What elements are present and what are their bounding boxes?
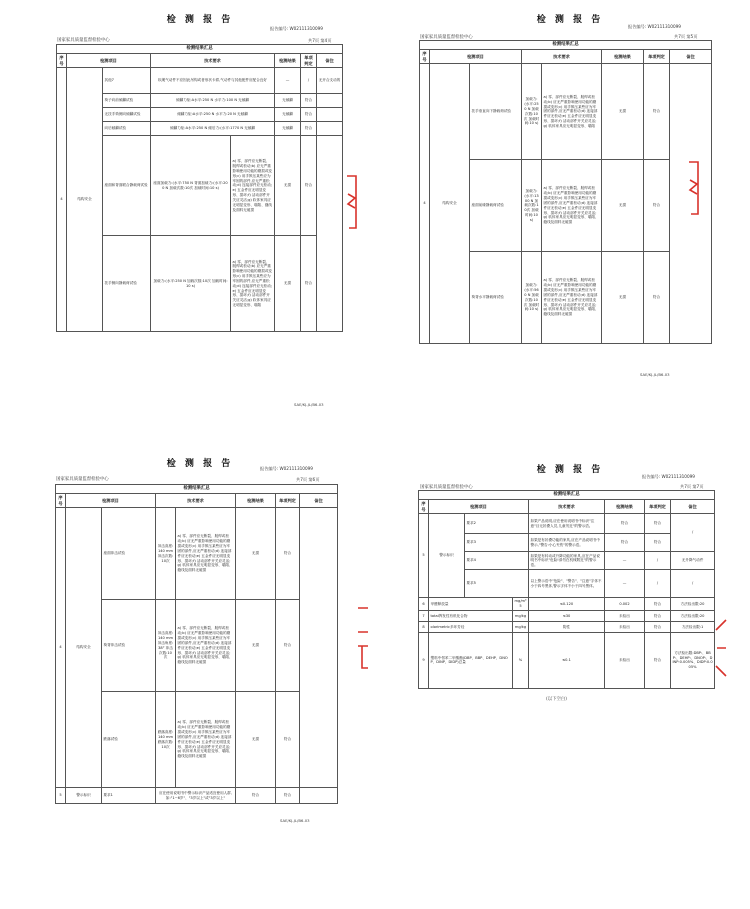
row-load: 加载力:(水平:560 N 加载次数:10次 加载时间:10 s)	[522, 252, 542, 344]
organization-name: 国家家具质量监督检验中心	[56, 477, 109, 482]
row-result: 未检出	[605, 621, 645, 632]
results-table	[56, 44, 343, 332]
row-verdict: 符合	[276, 692, 300, 788]
row-load: 冲击高度:140 mm 冲击角度:38° 冲击次数:10次	[156, 600, 176, 692]
report-title: 检 测 报 告	[536, 465, 604, 475]
organization-name: 国家家具质量监督检验中心	[57, 38, 110, 43]
header-verdict: 单项判定	[645, 499, 671, 513]
row-requirement: 如果是有转动或升降功能的家具,应在产品说明书中标识"危险!请勿在机械附近"的警示语。	[529, 552, 605, 570]
row-item: 要求4	[465, 552, 529, 570]
row-result: 符合	[236, 788, 276, 804]
row-verdict: 符合	[301, 108, 317, 122]
report-page-2	[410, 0, 730, 390]
end-of-table-mark: (以下空白)	[546, 697, 567, 702]
row-result: 无损	[602, 160, 644, 252]
row-requirement: 软绳气动件不应因此吊钩或者形状卡滞,气动件与其他配件应配合良好	[151, 68, 275, 94]
header-item: 检测项目	[67, 53, 151, 67]
page-number: 共7页 第7页	[680, 484, 704, 489]
row-requirement: 倾翻力矩:A水平:250 N 水平力:100 N 无倾翻	[151, 94, 275, 108]
row-result: 无倾翻	[275, 108, 301, 122]
report-title: 检 测 报 告	[166, 459, 234, 469]
header-requirement: 技术要求	[156, 493, 236, 507]
row-unit: %	[513, 632, 529, 688]
row-verdict: /	[645, 570, 671, 598]
form-code: SAE/KJ-JL/B6-03	[294, 402, 324, 407]
row-result: 无损	[236, 600, 276, 692]
row-item: 扶手垂直向下静载荷试验	[470, 64, 522, 160]
seal-stamp-icon	[345, 174, 357, 230]
table-caption: 检测结果汇总	[56, 485, 338, 494]
header-note: 备注	[300, 493, 338, 507]
row-seq: 4	[56, 508, 66, 788]
row-note: 方法检出限:20	[671, 598, 715, 611]
header-note: 备注	[671, 499, 715, 513]
row-requirement: 如果是有折叠功能的家具,应在产品说明书中警示,"警告:小心夹伤"的警示语。	[529, 534, 605, 552]
row-requirement: a) 零、部件应无断裂、脱焊或松动;b) 应无严重影响使用功能的磨损或变形;c) 用手揿压某些应为牢固的部件,应无严重松动;d) 连接部件应无松动;e) 五金件应无明显变形、损坏;f) 活动部件开关应灵活;g) 软体家具应无明显变形、塌陷、缝线及面料无破损	[542, 252, 602, 344]
page-number: 共7页 第6页	[296, 477, 320, 482]
header-note: 备注	[317, 53, 343, 67]
row-unit: mg/m³ 5	[513, 598, 529, 611]
report-number: 报告编号: W02111310099	[260, 466, 313, 471]
row-item: 扶手侧向静载荷试验	[103, 236, 151, 332]
row-note: /	[671, 570, 715, 598]
row-item: 无扶手椅侧向倾翻试验	[103, 108, 151, 122]
row-note	[317, 136, 343, 332]
row-verdict: 符合	[301, 122, 317, 136]
header-requirement: 技术要求	[151, 53, 275, 67]
row-result: 未检出	[605, 632, 645, 688]
row-result: —	[605, 570, 645, 598]
row-note: 方法检出限:1	[671, 621, 715, 632]
row-seq: 4	[57, 68, 67, 332]
header-seq: 序号	[419, 499, 429, 513]
report-page-3	[40, 450, 360, 830]
row-verdict: 符合	[276, 508, 300, 600]
row-seq: 8	[419, 621, 429, 632]
row-item: 座面冲击试验	[102, 508, 156, 600]
row-load: 加载力:(水平:250 N 加载次数:10次 加载时间:10 s)	[151, 236, 231, 332]
row-group: 结构安全	[67, 68, 103, 332]
report-number: 报告编号: W02111310099	[642, 474, 695, 479]
row-verdict: 符合	[276, 600, 300, 692]
header-note: 备注	[670, 49, 712, 63]
row-verdict: /	[645, 552, 671, 570]
row-result: 无损	[275, 236, 301, 332]
seal-stamp-icon	[356, 606, 370, 670]
row-item: 座面前缘静载荷试验	[470, 160, 522, 252]
row-item: 跌落试验	[102, 692, 156, 788]
row-seq: 9	[419, 632, 429, 688]
row-item: 要求1	[102, 788, 156, 804]
header-item: 检测项目	[429, 499, 529, 513]
header-result: 检测结果	[275, 53, 301, 67]
row-group: 结构安全	[430, 64, 470, 344]
header-seq: 序号	[56, 493, 66, 507]
row-requirement: 倾翻力矩:A水平:250 N 倾后力:(水平:1770 N 无倾翻	[151, 122, 275, 136]
row-requirement: a) 零、部件应无断裂、脱焊或松动;b) 应无严重影响使用功能的磨损或变形;c) 用手揿压某些应为牢固的部件,应无严重松动;d) 连接部件应无松动;e) 五金件应无明显变形、损坏;f) 活动部件开关应灵活;g) 软体家具应无明显变形、塌陷、缝线及面料无破损	[176, 600, 236, 692]
row-requirement: ≤30	[529, 610, 605, 621]
row-item: 甲醛释放量	[429, 598, 513, 611]
row-requirement: ≤0.120	[529, 598, 605, 611]
table-caption: 检测结果汇总	[57, 45, 343, 54]
row-result: 无倾翻	[275, 122, 301, 136]
row-item: 椅子向前倾翻试验	[103, 94, 151, 108]
row-seq: 5	[419, 514, 429, 598]
form-code: SAE/KJ-JL/B6-03	[640, 372, 670, 377]
row-note	[317, 122, 343, 136]
row-requirement: 以上警示语中"危险"、"警告"、"注意"字体不小于四号黑体,警示字体不小于四号黑体。	[529, 570, 605, 598]
seal-stamp-icon	[714, 618, 728, 678]
row-load: 座面加载力:(水平:750 N 背面加载力:(水平:200 N 加载次数:10次 加载时间:10 s)	[151, 136, 231, 236]
header-result: 检测结果	[236, 493, 276, 507]
row-requirement: a) 零、部件应无断裂、脱焊或松动;b) 应无严重影响使用功能的磨损或变形;c) 用手揿压某些应为牢固的部件,应无严重松动;d) 连接部件应无松动;e) 五金件应无明显变形、损坏;f) 活动部件开关应灵活;g) 软体家具应无明显变形、塌陷、缝线及面料无破损	[176, 692, 236, 788]
row-requirement: ≤0.1	[529, 632, 605, 688]
row-note: 方法检出限:DBP:、BBP:、DEHP:、DNOP:、DINP:0.005%、DIDP:0.005%	[671, 632, 715, 688]
row-result: —	[605, 552, 645, 570]
results-table	[418, 490, 715, 689]
organization-name: 国家家具质量监督检验中心	[420, 485, 473, 490]
row-result: 符合	[605, 534, 645, 552]
row-item: 座面和背面联合静载荷试验	[103, 136, 151, 236]
row-verdict: 符合	[276, 788, 300, 804]
row-item: olorimetric多环芳烃	[429, 621, 513, 632]
row-item: total挥发性有机化合物	[429, 610, 513, 621]
seal-stamp-icon	[687, 160, 699, 216]
table-caption: 检测结果汇总	[419, 491, 715, 500]
report-page-4	[410, 450, 730, 730]
report-number: 报告编号: W02111310099	[628, 24, 681, 29]
organization-name: 国家家具质量监督检验中心	[420, 35, 473, 40]
row-item: 要求2	[465, 514, 529, 534]
row-load: 加载力:(水平:1300 N 加载次数:10次 加载时间:10 s)	[522, 160, 542, 252]
header-item: 检测项目	[66, 493, 156, 507]
form-code: SAE/KJ-JL/B6-03	[280, 818, 310, 823]
row-load: 冲击高度:140 mm 冲击次数:10次	[156, 508, 176, 600]
report-page-1	[40, 0, 360, 420]
report-number: 报告编号: W02111310099	[270, 26, 323, 31]
row-item: 要求3	[465, 534, 529, 552]
row-item: 椅背冲击试验	[102, 600, 156, 692]
row-verdict: 符合	[645, 632, 671, 688]
row-result: 符合	[605, 514, 645, 534]
row-note: 无升降气动件	[671, 552, 715, 570]
row-item: 向后倾翻试验	[103, 122, 151, 136]
row-seq: 5	[56, 788, 66, 804]
row-verdict: 符合	[645, 621, 671, 632]
header-verdict: 单项判定	[644, 49, 670, 63]
row-requirement: a) 零、部件应无断裂、脱焊或松动;b) 应无严重影响使用功能的磨损或变形;c) 用手揿压某些应为牢固的部件,应无严重松动;d) 连接部件应无松动;e) 五金件应无明显变形、损坏;f) 活动部件开关应灵活;g) 软体家具应无明显变形、塌陷	[542, 64, 602, 160]
row-item: 要求5	[465, 570, 529, 598]
row-result: 无损	[236, 692, 276, 788]
header-result: 检测结果	[605, 499, 645, 513]
row-group: 警示标识	[66, 788, 102, 804]
row-requirement: a) 零、部件应无断裂、脱焊或松动;b) 应无严重影响使用功能的磨损或变形;c) 用手揿压某些应为牢固的部件,应无严重松动;d) 连接部件应无松动;e) 五金件应无明显变形、损坏;f) 活动部件开关应灵活;g) 软体家具应无明显变形、塌陷、缝线及面料无破损	[231, 136, 275, 236]
row-verdict: 符合	[644, 160, 670, 252]
row-note: 方法检出限:20	[671, 610, 715, 621]
row-note: 无开合支动的	[317, 68, 343, 94]
row-result: —	[275, 68, 301, 94]
header-requirement: 技术要求	[522, 49, 602, 63]
row-note	[317, 94, 343, 108]
header-item: 检测项目	[430, 49, 522, 63]
row-result: 无损	[275, 136, 301, 236]
row-item: 塑料中邻苯二甲酸酯(DBP、BBP、DEHP、DNOP、DINP、DIDP)总量	[429, 632, 513, 688]
results-table	[55, 484, 338, 804]
row-item: 椅背水平静载荷试验	[470, 252, 522, 344]
header-verdict: 单项判定	[301, 53, 317, 67]
row-note: /	[671, 514, 715, 552]
report-title: 检 测 报 告	[166, 15, 234, 25]
row-requirement: a) 零、部件应无断裂、脱焊或松动;b) 应无严重影响使用功能的磨损或变形;c) 用手揿压某些应为牢固的部件,应无严重松动;d) 连接部件应无松动;e) 五金件应无明显变形、损坏;f) 活动部件开关应灵活;g) 软体家具应无明显变形、塌陷	[231, 236, 275, 332]
row-result: 无损	[602, 252, 644, 344]
row-verdict: 符合	[645, 534, 671, 552]
row-note	[300, 508, 338, 788]
header-result: 检测结果	[602, 49, 644, 63]
header-verdict: 单项判定	[276, 493, 300, 507]
row-requirement: a) 零、部件应无断裂、脱焊或松动;b) 应无严重影响使用功能的磨损或变形;c) 用手揿压某些应为牢固的部件,应无严重松动;d) 连接部件应无松动;e) 五金件应无明显变形、损坏;f) 活动部件开关应灵活;g) 软体家具应无明显变形、塌陷、缝线及面料无破损	[542, 160, 602, 252]
row-result: 无损	[236, 508, 276, 600]
row-verdict: 符合	[645, 514, 671, 534]
row-requirement: a) 零、部件应无断裂、脱焊或松动;b) 应无严重影响使用功能的磨损或变形;c) 用手揿压某些应为牢固的部件,应无严重松动;d) 连接部件应无松动;e) 五金件应无明显变形、损坏;f) 活动部件开关应灵活;g) 软体家具应无明显变形、塌陷、缝线及面料无破损	[176, 508, 236, 600]
row-result: 0.002	[605, 598, 645, 611]
table-caption: 检测结果汇总	[420, 41, 712, 50]
report-title: 检 测 报 告	[536, 15, 604, 25]
row-result: 无倾翻	[275, 94, 301, 108]
row-verdict: 符合	[301, 136, 317, 236]
row-group: 警示标识	[429, 514, 465, 598]
header-seq: 序号	[420, 49, 430, 63]
row-note	[317, 108, 343, 122]
row-seq: 4	[420, 64, 430, 344]
header-seq: 序号	[57, 53, 67, 67]
row-unit: mg/kg	[513, 610, 529, 621]
row-seq: 7	[419, 610, 429, 621]
row-group: 结构安全	[66, 508, 102, 788]
header-requirement: 技术要求	[529, 499, 605, 513]
row-note	[300, 788, 338, 804]
row-verdict: /	[301, 68, 317, 94]
row-requirement: 如果产品说明,应在使用说明书中标识"注意"目无折叠人员,儿童勿近"的警示语。	[529, 514, 605, 534]
row-result: 未检出	[605, 610, 645, 621]
page-number: 共7页 第5页	[674, 34, 698, 39]
row-verdict: 符合	[645, 610, 671, 621]
row-verdict: 符合	[645, 598, 671, 611]
row-verdict: 符合	[301, 236, 317, 332]
row-item: 其他7	[103, 68, 151, 94]
row-requirement: 应在使用说明书中警示标识产品适宜使用人群,如:"1~6岁"、"3岁以上"或"3岁以上"	[156, 788, 236, 804]
results-table	[419, 40, 712, 344]
row-requirement: 阴性	[529, 621, 605, 632]
row-verdict: 符合	[644, 252, 670, 344]
row-result: 无损	[602, 64, 644, 160]
row-verdict: 符合	[644, 64, 670, 160]
row-verdict: 符合	[301, 94, 317, 108]
row-requirement: 倾翻力矩:A水平:250 N 水平力:20 N 无倾翻	[151, 108, 275, 122]
row-unit: mg/kg	[513, 621, 529, 632]
row-load: 加载力:(水平:250 N 加载次数:10次 加载时间:10 s)	[522, 64, 542, 160]
page-number: 共7页 第4页	[308, 38, 332, 43]
row-seq: 6	[419, 598, 429, 611]
row-load: 跌落高度:140 mm 跌落次数:10次	[156, 692, 176, 788]
